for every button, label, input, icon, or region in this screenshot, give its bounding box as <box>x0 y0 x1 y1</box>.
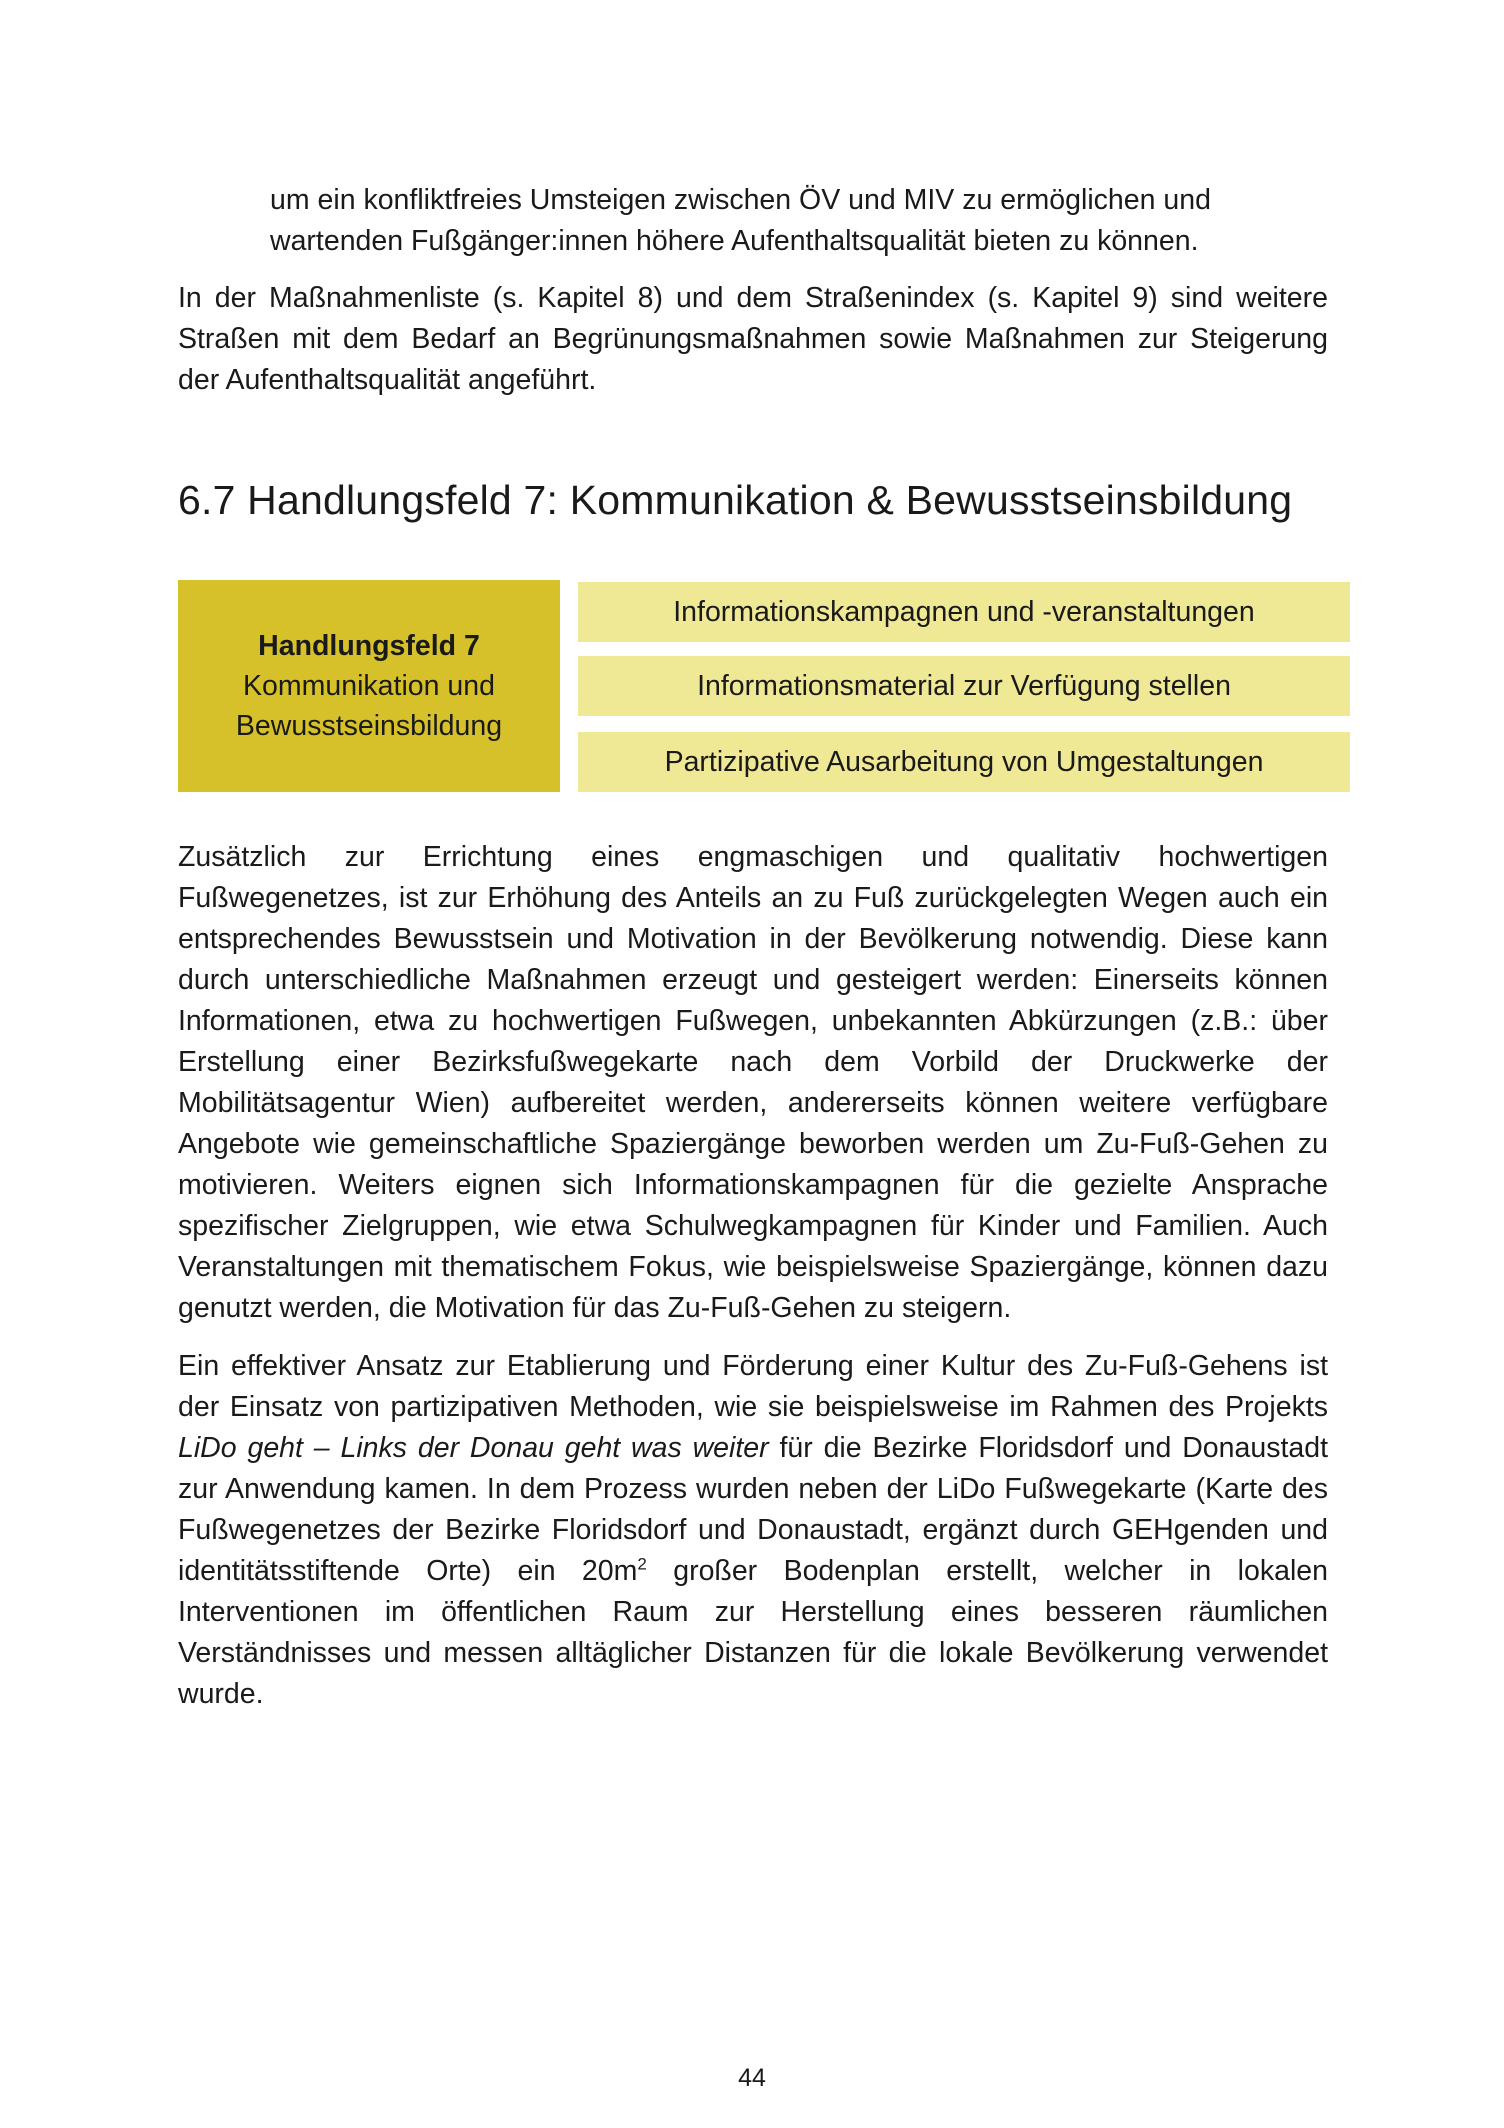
section-heading: 6.7 Handlungsfeld 7: Kommunikation & Bewusstseinsbildung <box>178 477 1293 523</box>
action-field-subtitle-line-2: Bewusstseinsbildung <box>235 710 503 742</box>
intro-paragraph: In der Maßnahmenliste (s. Kapitel 8) und dem Straßenindex (s. Kapitel 9) sind weitere Straßen mit dem Bedarf an Begrünungsmaßnahmen sowie Maßnahmen zur Steigerung der Aufenthaltsqualität angeführt. <box>178 282 1328 396</box>
continuation-text <box>270 180 1330 262</box>
superscript-two: 2 <box>637 1554 647 1574</box>
action-field-box <box>178 580 560 792</box>
body-paragraph-1: Zusätzlich zur Errichtung eines engmaschigen und qualitativ hochwertigen Fußwegenetzes, ist zur Erhöhung des Anteils an zu Fuß zurückgelegten Wegen auch ein entsprechendes Bewusstsein und Motivation in der Bevölkerung notwendig. Diese kann durch unterschiedliche Maßnahmen erzeugt und gesteigert werden: Einerseits können Informationen, etwa zu hochwertigen Fußwegen, unbekannten Abkürzungen (z.B.: über Erstellung einer Bezirksfußwegekarte nach dem Vorbild der Druckwerke der Mobilitätsagentur Wien) aufbereitet werden, andererseits können weitere verfügbare Angebote wie gemeinschaftliche Spaziergänge beworben werden um Zu-Fuß-Gehen zu motivieren. Weiters eignen sich Informationskampagnen für die gezielte Ansprache spezifischer Zielgruppen, wie etwa Schulwegkampagnen für Kinder und Familien. Auch Veranstaltungen mit thematischem Fokus, wie beispielsweise Spaziergänge, können dazu genutzt werden, die Motivation für das Zu-Fuß-Gehen zu steigern. <box>178 841 1328 1324</box>
action-field-title: Handlungsfeld 7 <box>258 630 480 662</box>
body-paragraph-2-part-1: Ein effektiver Ansatz zur Etablierung und Förderung einer Kultur des Zu-Fuß-Gehens ist der Einsatz von partizipativen Methoden, wie sie beispielsweise im Rahmen des Projekts <box>178 1350 1328 1423</box>
body-paragraph-2 <box>178 1346 1328 1715</box>
project-title: LiDo geht – Links der Donau geht was weiter <box>178 1432 769 1464</box>
body-paragraph-2-part-2: für die Bezirke Floridsdorf und Donaustadt zur Anwendung kamen. In dem Prozess wurden neben der LiDo Fußwegekarte (Karte des Fußwegenetzes der Bezirke Floridsdorf und Donaustadt, ergänzt durch GEHgenden und identitätsstiftende Orte) ein 20m <box>178 1432 1328 1587</box>
body-paragraph-2-part-3: großer Bodenplan erstellt, welcher in lokalen Interventionen im öffentlichen Raum zur Herstellung eines besseren räumlichen Verständnisses und messen alltäglicher Distanzen für die lokale Bevölkerung verwendet wurde. <box>178 1555 1328 1710</box>
continuation-line-1: um ein konfliktfreies Umsteigen zwischen ÖV und MIV zu ermöglichen und <box>270 184 1211 216</box>
page-number: 44 <box>738 2064 766 2092</box>
action-field-subtitle-line-1: Kommunikation und <box>243 670 495 702</box>
measure-item: Informationsmaterial zur Verfügung stellen <box>578 656 1350 716</box>
measure-item: Partizipative Ausarbeitung von Umgestaltungen <box>578 732 1350 792</box>
continuation-line-2: wartenden Fußgänger:innen höhere Aufenthaltsqualität bieten zu können. <box>270 225 1199 257</box>
measure-item: Informationskampagnen und -veranstaltungen <box>578 582 1350 642</box>
